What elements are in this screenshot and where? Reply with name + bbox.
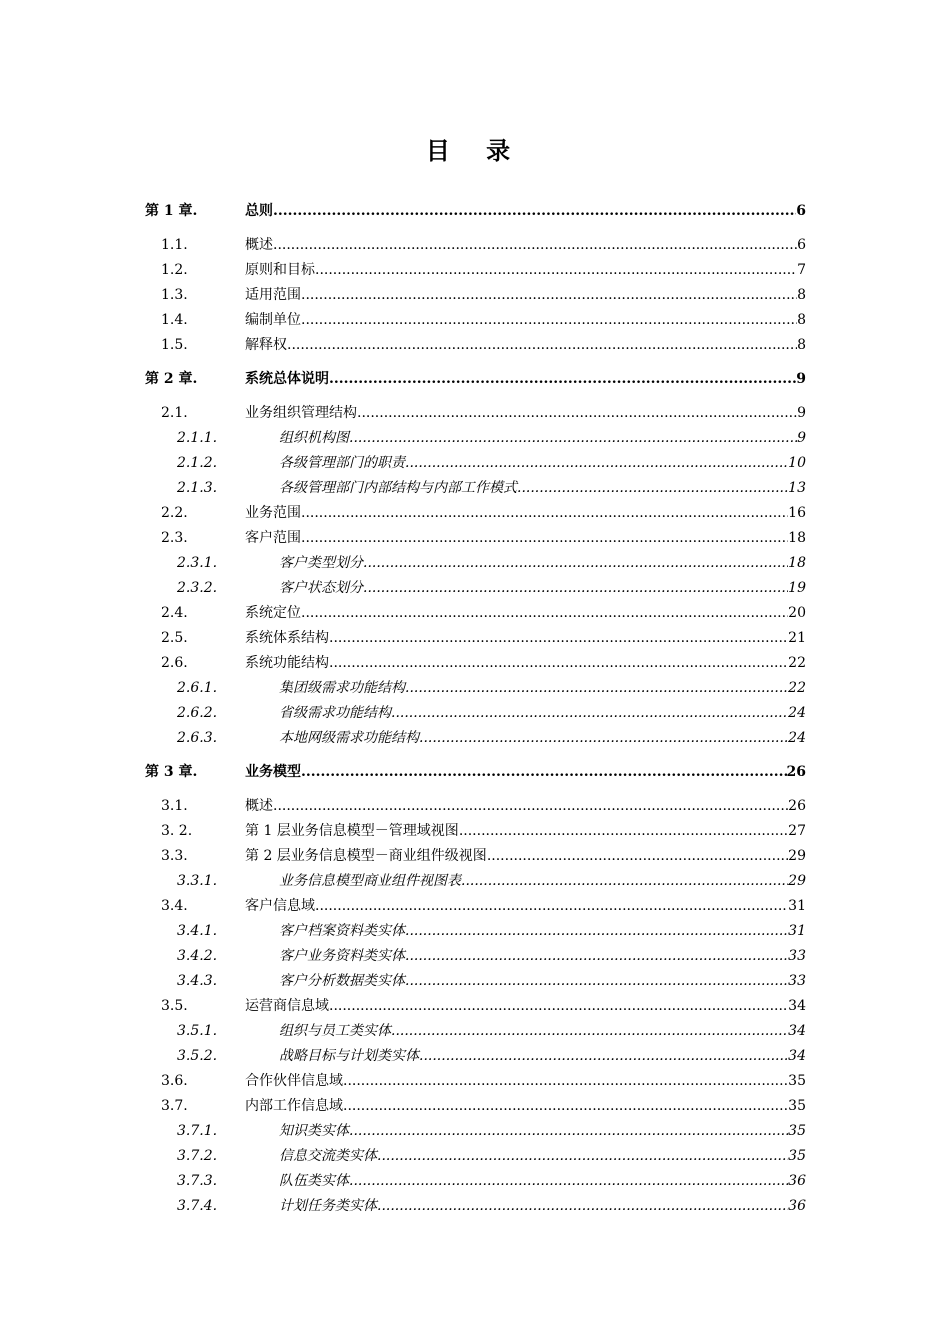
toc-number: 3.7. bbox=[161, 1098, 188, 1114]
toc-label: 系统功能结构 bbox=[245, 655, 329, 671]
toc-entry bbox=[279, 551, 806, 576]
toc-label: 系统总体说明 bbox=[245, 371, 329, 387]
toc-page-number: 27 bbox=[788, 823, 806, 839]
dot-leader bbox=[273, 199, 796, 224]
toc-subsection[interactable] bbox=[0, 1144, 950, 1169]
toc-entry bbox=[279, 1144, 806, 1169]
toc-section[interactable] bbox=[0, 794, 950, 819]
toc-number: 第 2 章. bbox=[145, 371, 198, 387]
toc-label: 编制单位 bbox=[245, 312, 301, 328]
dot-leader bbox=[287, 333, 797, 358]
toc-entry bbox=[245, 501, 806, 526]
toc-number: 2.2. bbox=[161, 505, 188, 521]
toc-entry bbox=[245, 760, 806, 785]
toc-section[interactable] bbox=[0, 844, 950, 869]
toc-number: 2.1.3. bbox=[177, 480, 218, 496]
toc-subsection[interactable] bbox=[0, 426, 950, 451]
toc-number: 3.3. bbox=[161, 848, 188, 864]
toc-entry bbox=[279, 726, 806, 751]
dot-leader bbox=[349, 1119, 788, 1144]
toc-subsection[interactable] bbox=[0, 1019, 950, 1044]
toc-label: 合作伙伴信息域 bbox=[245, 1073, 343, 1089]
toc-entry bbox=[245, 1069, 806, 1094]
dot-leader bbox=[301, 760, 787, 785]
toc-page-number: 6 bbox=[796, 203, 806, 219]
toc-page-number: 35 bbox=[788, 1098, 806, 1114]
toc-label: 系统体系结构 bbox=[245, 630, 329, 646]
dot-leader bbox=[343, 1069, 788, 1094]
toc-label: 客户状态划分 bbox=[279, 580, 363, 596]
toc-page-number: 34 bbox=[788, 1048, 806, 1064]
toc-label: 知识类实体 bbox=[279, 1123, 349, 1139]
toc-page-number: 13 bbox=[788, 480, 806, 496]
toc-entry bbox=[279, 969, 806, 994]
toc-page-number: 18 bbox=[788, 555, 806, 571]
toc-page-number: 8 bbox=[797, 312, 806, 328]
toc-subsection[interactable] bbox=[0, 551, 950, 576]
toc-number: 3.5.1. bbox=[177, 1023, 218, 1039]
dot-leader bbox=[391, 1019, 788, 1044]
toc-page-number: 19 bbox=[788, 580, 806, 596]
toc-label: 概述 bbox=[245, 237, 273, 253]
toc-page-number: 26 bbox=[786, 764, 806, 780]
toc-subsection[interactable] bbox=[0, 1044, 950, 1069]
toc-number: 3.4.1. bbox=[177, 923, 218, 939]
toc-entry bbox=[279, 869, 806, 894]
toc-number: 2.1. bbox=[161, 405, 188, 421]
toc-entry bbox=[279, 1044, 806, 1069]
toc-entry bbox=[279, 426, 806, 451]
dot-leader bbox=[301, 501, 788, 526]
dot-leader bbox=[517, 476, 788, 501]
toc-subsection[interactable] bbox=[0, 701, 950, 726]
toc-section[interactable] bbox=[0, 308, 950, 333]
toc-number: 2.6.2. bbox=[177, 705, 218, 721]
toc-number: 1.1. bbox=[161, 237, 188, 253]
toc-entry bbox=[279, 919, 806, 944]
toc-entry bbox=[245, 819, 806, 844]
toc-label: 计划任务类实体 bbox=[279, 1198, 377, 1214]
toc-number: 3.3.1. bbox=[177, 873, 218, 889]
toc-page-number: 36 bbox=[788, 1198, 806, 1214]
toc-number: 3.4.3. bbox=[177, 973, 218, 989]
dot-leader bbox=[329, 994, 788, 1019]
toc-entry bbox=[245, 333, 806, 358]
dot-leader bbox=[315, 258, 797, 283]
dot-leader bbox=[357, 401, 797, 426]
toc-label: 战略目标与计划类实体 bbox=[279, 1048, 419, 1064]
toc-subsection[interactable] bbox=[0, 451, 950, 476]
toc-entry bbox=[245, 1094, 806, 1119]
toc-subsection[interactable] bbox=[0, 1194, 950, 1219]
dot-leader bbox=[301, 283, 797, 308]
dot-leader bbox=[301, 601, 788, 626]
toc-section[interactable] bbox=[0, 501, 950, 526]
toc-entry bbox=[245, 367, 806, 392]
dot-leader bbox=[405, 919, 788, 944]
toc-number: 2.3. bbox=[161, 530, 188, 546]
dot-leader bbox=[419, 726, 788, 751]
toc-entry bbox=[279, 476, 806, 501]
toc-page-number: 34 bbox=[788, 998, 806, 1014]
dot-leader bbox=[363, 576, 788, 601]
toc-section[interactable] bbox=[0, 651, 950, 676]
toc-entry bbox=[245, 994, 806, 1019]
toc-number: 2.6.3. bbox=[177, 730, 218, 746]
toc-number: 2.5. bbox=[161, 630, 188, 646]
page-title: 目 录 bbox=[425, 136, 525, 165]
toc-entry bbox=[245, 526, 806, 551]
dot-leader bbox=[329, 626, 788, 651]
toc-section[interactable] bbox=[0, 994, 950, 1019]
toc-page-number: 33 bbox=[788, 973, 806, 989]
toc-subsection[interactable] bbox=[0, 676, 950, 701]
toc-page-number: 35 bbox=[788, 1123, 806, 1139]
toc-page-number: 7 bbox=[797, 262, 806, 278]
toc-subsection[interactable] bbox=[0, 726, 950, 751]
dot-leader bbox=[405, 451, 788, 476]
toc-number: 2.1.2. bbox=[177, 455, 218, 471]
toc-number: 3. 2. bbox=[161, 823, 193, 839]
toc-label: 概述 bbox=[245, 798, 273, 814]
toc-subsection[interactable] bbox=[0, 944, 950, 969]
toc-number: 第 1 章. bbox=[145, 203, 198, 219]
toc-number: 1.3. bbox=[161, 287, 188, 303]
toc-entry bbox=[245, 401, 806, 426]
toc-subsection[interactable] bbox=[0, 476, 950, 501]
toc-number: 第 3 章. bbox=[145, 764, 198, 780]
toc-chapter[interactable] bbox=[0, 199, 950, 224]
toc-label: 本地网级需求功能结构 bbox=[279, 730, 419, 746]
toc-label: 组织机构图 bbox=[279, 430, 349, 446]
toc-label: 队伍类实体 bbox=[279, 1173, 349, 1189]
dot-leader bbox=[301, 308, 797, 333]
toc-label: 适用范围 bbox=[245, 287, 301, 303]
toc-section[interactable] bbox=[0, 526, 950, 551]
dot-leader bbox=[301, 526, 788, 551]
toc-entry bbox=[279, 1119, 806, 1144]
toc-entry bbox=[279, 451, 806, 476]
toc-page-number: 9 bbox=[796, 371, 806, 387]
toc-label: 各级管理部门的职责 bbox=[279, 455, 405, 471]
toc-section[interactable] bbox=[0, 894, 950, 919]
toc-page-number: 8 bbox=[797, 287, 806, 303]
dot-leader bbox=[315, 894, 788, 919]
toc-section[interactable] bbox=[0, 258, 950, 283]
toc-page-number: 22 bbox=[788, 655, 806, 671]
toc-label: 内部工作信息域 bbox=[245, 1098, 343, 1114]
dot-leader bbox=[487, 844, 788, 869]
toc-subsection[interactable] bbox=[0, 1119, 950, 1144]
toc-chapter[interactable] bbox=[0, 760, 950, 785]
toc-label: 运营商信息域 bbox=[245, 998, 329, 1014]
toc-number: 3.4.2. bbox=[177, 948, 218, 964]
toc-entry bbox=[245, 308, 806, 333]
toc-number: 3.5.2. bbox=[177, 1048, 218, 1064]
dot-leader bbox=[329, 367, 796, 392]
toc-entry bbox=[245, 626, 806, 651]
toc-entry bbox=[279, 701, 806, 726]
toc-number: 3.5. bbox=[161, 998, 188, 1014]
toc-number: 2.1.1. bbox=[177, 430, 218, 446]
toc-label: 第 2 层业务信息模型－商业组件级视图 bbox=[245, 848, 487, 864]
toc-label: 集团级需求功能结构 bbox=[279, 680, 405, 696]
toc-page-number: 9 bbox=[797, 405, 806, 421]
toc-number: 2.6. bbox=[161, 655, 188, 671]
toc-label: 组织与员工类实体 bbox=[279, 1023, 391, 1039]
toc-number: 3.7.1. bbox=[177, 1123, 218, 1139]
toc-page-number: 20 bbox=[788, 605, 806, 621]
toc-page-number: 22 bbox=[788, 680, 806, 696]
toc-page-number: 35 bbox=[788, 1073, 806, 1089]
toc-number: 3.7.3. bbox=[177, 1173, 218, 1189]
toc-number: 1.4. bbox=[161, 312, 188, 328]
dot-leader bbox=[461, 869, 788, 894]
toc-number: 3.4. bbox=[161, 898, 188, 914]
toc-page-number: 9 bbox=[797, 430, 806, 446]
toc-page-number: 31 bbox=[788, 923, 806, 939]
toc-entry bbox=[279, 1169, 806, 1194]
toc-subsection[interactable] bbox=[0, 919, 950, 944]
toc-entry bbox=[279, 1019, 806, 1044]
dot-leader bbox=[405, 944, 788, 969]
toc-label: 总则 bbox=[245, 203, 273, 219]
dot-leader bbox=[419, 1044, 788, 1069]
toc-number: 2.3.2. bbox=[177, 580, 218, 596]
toc-page-number: 6 bbox=[797, 237, 806, 253]
toc-page-number: 21 bbox=[788, 630, 806, 646]
toc-section[interactable] bbox=[0, 233, 950, 258]
toc-label: 业务信息模型商业组件视图表 bbox=[279, 873, 461, 889]
toc-number: 3.7.4. bbox=[177, 1198, 218, 1214]
toc-label: 解释权 bbox=[245, 337, 287, 353]
toc-label: 系统定位 bbox=[245, 605, 301, 621]
toc-label: 客户类型划分 bbox=[279, 555, 363, 571]
toc-entry bbox=[279, 676, 806, 701]
toc-section[interactable] bbox=[0, 1094, 950, 1119]
toc-page-number: 10 bbox=[788, 455, 806, 471]
toc-number: 3.6. bbox=[161, 1073, 188, 1089]
toc-label: 业务模型 bbox=[245, 764, 301, 780]
toc-page-number: 16 bbox=[788, 505, 806, 521]
toc-label: 原则和目标 bbox=[245, 262, 315, 278]
toc-label: 省级需求功能结构 bbox=[279, 705, 391, 721]
dot-leader bbox=[329, 651, 788, 676]
toc-entry bbox=[245, 283, 806, 308]
toc-page-number: 24 bbox=[788, 705, 806, 721]
toc-entry bbox=[279, 576, 806, 601]
toc-page-number: 18 bbox=[788, 530, 806, 546]
toc-subsection[interactable] bbox=[0, 869, 950, 894]
toc-number: 1.5. bbox=[161, 337, 188, 353]
toc-entry bbox=[245, 844, 806, 869]
dot-leader bbox=[349, 1169, 788, 1194]
toc-label: 客户信息域 bbox=[245, 898, 315, 914]
toc-entry bbox=[245, 258, 806, 283]
toc-subsection[interactable] bbox=[0, 1169, 950, 1194]
dot-leader bbox=[349, 426, 797, 451]
toc-number: 3.1. bbox=[161, 798, 188, 814]
toc-section[interactable] bbox=[0, 401, 950, 426]
toc-page-number: 29 bbox=[788, 873, 806, 889]
toc-label: 业务范围 bbox=[245, 505, 301, 521]
toc-page-number: 8 bbox=[797, 337, 806, 353]
toc-section[interactable] bbox=[0, 819, 950, 844]
toc-entry bbox=[279, 1194, 806, 1219]
dot-leader bbox=[405, 676, 788, 701]
toc-page-number: 29 bbox=[788, 848, 806, 864]
toc-section[interactable] bbox=[0, 626, 950, 651]
toc-entry bbox=[245, 794, 806, 819]
toc-number: 2.4. bbox=[161, 605, 188, 621]
dot-leader bbox=[391, 701, 788, 726]
toc-section[interactable] bbox=[0, 1069, 950, 1094]
toc-number: 1.2. bbox=[161, 262, 188, 278]
toc-label: 客户业务资料类实体 bbox=[279, 948, 405, 964]
toc-entry bbox=[245, 233, 806, 258]
dot-leader bbox=[363, 551, 788, 576]
dot-leader bbox=[405, 969, 788, 994]
toc-section[interactable] bbox=[0, 333, 950, 358]
toc-entry bbox=[245, 601, 806, 626]
toc-entry bbox=[245, 199, 806, 224]
toc-subsection[interactable] bbox=[0, 576, 950, 601]
toc-section[interactable] bbox=[0, 601, 950, 626]
dot-leader bbox=[273, 794, 788, 819]
toc-entry bbox=[245, 651, 806, 676]
toc-label: 客户档案资料类实体 bbox=[279, 923, 405, 939]
toc-page-number: 36 bbox=[788, 1173, 806, 1189]
dot-leader bbox=[343, 1094, 788, 1119]
toc-subsection[interactable] bbox=[0, 969, 950, 994]
toc-label: 各级管理部门内部结构与内部工作模式 bbox=[279, 480, 517, 496]
toc-entry bbox=[279, 944, 806, 969]
toc-page-number: 35 bbox=[788, 1148, 806, 1164]
toc-label: 客户分析数据类实体 bbox=[279, 973, 405, 989]
toc-section[interactable] bbox=[0, 283, 950, 308]
dot-leader bbox=[377, 1194, 788, 1219]
toc-page-number: 33 bbox=[788, 948, 806, 964]
toc-entry bbox=[245, 894, 806, 919]
dot-leader bbox=[459, 819, 788, 844]
toc-page-number: 31 bbox=[788, 898, 806, 914]
toc-number: 2.6.1. bbox=[177, 680, 218, 696]
toc-page-number: 24 bbox=[788, 730, 806, 746]
toc-page-number: 34 bbox=[788, 1023, 806, 1039]
toc-label: 客户范围 bbox=[245, 530, 301, 546]
toc-label: 业务组织管理结构 bbox=[245, 405, 357, 421]
toc-number: 3.7.2. bbox=[177, 1148, 218, 1164]
toc-label: 信息交流类实体 bbox=[279, 1148, 377, 1164]
toc-label: 第 1 层业务信息模型－管理域视图 bbox=[245, 823, 459, 839]
toc-number: 2.3.1. bbox=[177, 555, 218, 571]
dot-leader bbox=[273, 233, 797, 258]
toc-page-number: 26 bbox=[788, 798, 806, 814]
toc-chapter[interactable] bbox=[0, 367, 950, 392]
dot-leader bbox=[377, 1144, 788, 1169]
